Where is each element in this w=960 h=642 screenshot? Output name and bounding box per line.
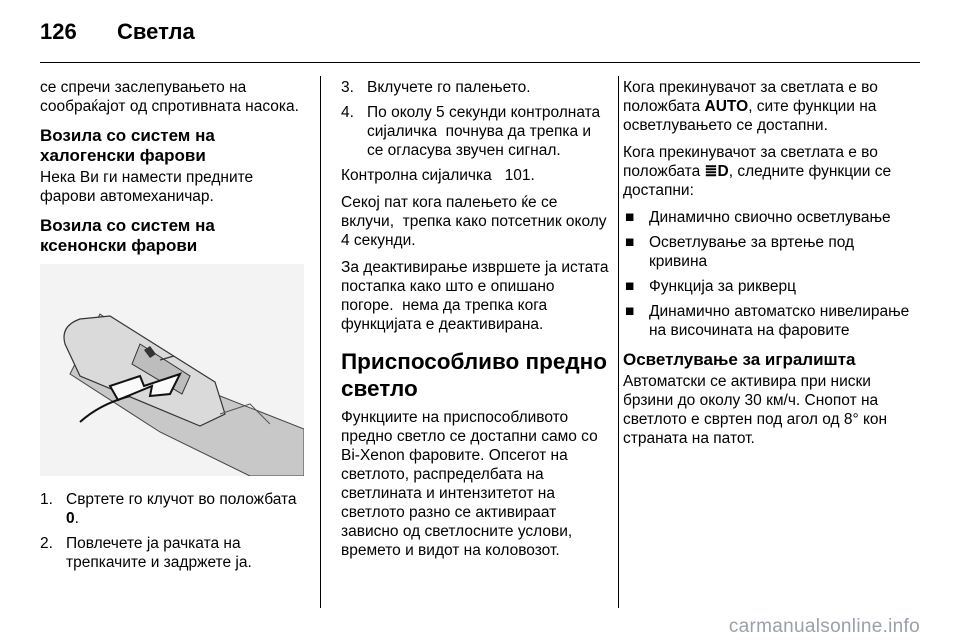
headlight-pre: Кога прекинувачот за светлата е во положбата <box>623 144 878 180</box>
bullet-square-icon: ■ <box>625 303 635 320</box>
step-4-text: По околу 5 секунди контролната сијаличка ⁦ ⁩почнува да трепка и се огласува звучен сигнал. <box>367 104 601 159</box>
bullet-square-icon: ■ <box>625 234 635 251</box>
step-3 <box>341 78 609 97</box>
bullet-text: Динамично автоматско нивелирање на височината на фаровите <box>649 303 910 339</box>
step-2 <box>40 534 304 572</box>
headlight-post: , следните функции се достапни: <box>623 163 892 199</box>
step-2-text: Повлечете ја рачката на трепкачите и задржете ја. <box>66 535 252 571</box>
step-2-number: 2. <box>40 535 53 552</box>
headlight-symbol-icon: ≣D <box>704 163 729 180</box>
heading-adaptive-light: Приспособливо предно светло <box>341 349 608 401</box>
header-rule <box>40 62 920 63</box>
step-4 <box>341 103 609 160</box>
page-number: 126 <box>40 19 77 44</box>
step-3-text: Вклучете го палењето. <box>367 79 531 96</box>
control-light-reference: Контролна сијаличка ⁦ ⁩ 101. <box>341 167 535 184</box>
bullet-text: Функција за рикверц <box>649 278 797 295</box>
heading-xenon: Возила со систем на ксенонски фарови <box>40 216 215 255</box>
column-3 <box>623 78 915 456</box>
intro-paragraph: се спречи заслепувањето на сообраќајот од спротивната насока. <box>40 79 299 115</box>
bullet-item <box>623 233 915 271</box>
step-3-number: 3. <box>341 79 354 96</box>
bullet-square-icon: ■ <box>625 278 635 295</box>
page-title: Светла <box>117 19 195 44</box>
bullet-item <box>623 302 915 340</box>
auto-label: AUTO <box>704 98 749 115</box>
auto-pre: Кога прекинувачот за светлата е во положбата <box>623 79 878 115</box>
heading-playground-light: Осветлување за игралишта <box>623 350 856 369</box>
step-1-position: 0 <box>66 510 75 527</box>
bullet-item <box>623 277 915 296</box>
playground-paragraph: Автоматски се активира при ниски брзини до околу 30 км/ч. Снопот на светлото е свртен под агол од 8° кон страната на патот. <box>623 373 888 447</box>
watermark: carmanualsonline.info <box>728 616 920 637</box>
bullet-text: Осветлување за вртење под кривина <box>649 234 855 270</box>
reminder-paragraph: Секој пат кога палењето ќе се вклучи, ⁦ ⁩трепка како потсетник околу 4 секунди. <box>341 194 607 249</box>
deactivate-paragraph: За деактивирање извршете ја истата постапка како што е опишано погоре. ⁦ ⁩нема да трепка кога функцијата е деактивирана. <box>341 259 609 333</box>
step-1-text: Свртете го клучот во положбата <box>66 491 297 508</box>
bullet-text: Динамично свиочно осветлување <box>649 209 891 226</box>
lever-illustration <box>40 264 304 476</box>
step-1 <box>40 490 304 528</box>
column-divider-2 <box>618 76 619 608</box>
step-1-body <box>66 490 304 528</box>
adaptive-light-paragraph: Функциите на приспособливото предно светло се достапни само со Bi-Xenon фаровите. Опсегот на светлото, распределбата на светлината и интензитетот на светлото разно се активираат зависно од светлосните услови, времето и видот на коловозот. <box>341 409 598 559</box>
bullet-item <box>623 208 915 227</box>
column-divider-1 <box>320 76 321 608</box>
bullet-square-icon: ■ <box>625 209 635 226</box>
headlight-paragraph <box>623 143 915 200</box>
column-1 <box>40 78 304 578</box>
step-1-number: 1. <box>40 491 53 508</box>
step-1-tail: . <box>74 510 79 527</box>
heading-halogen: Возила со систем на халогенски фарови <box>40 126 215 165</box>
page-header <box>40 18 195 46</box>
column-2 <box>341 78 609 568</box>
auto-paragraph <box>623 78 915 135</box>
halogen-paragraph: Нека Ви ги намести предните фарови автомеханичар. <box>40 169 254 205</box>
step-4-number: 4. <box>341 104 354 121</box>
auto-post: , сите функции на осветлувањето се достапни. <box>623 98 877 134</box>
